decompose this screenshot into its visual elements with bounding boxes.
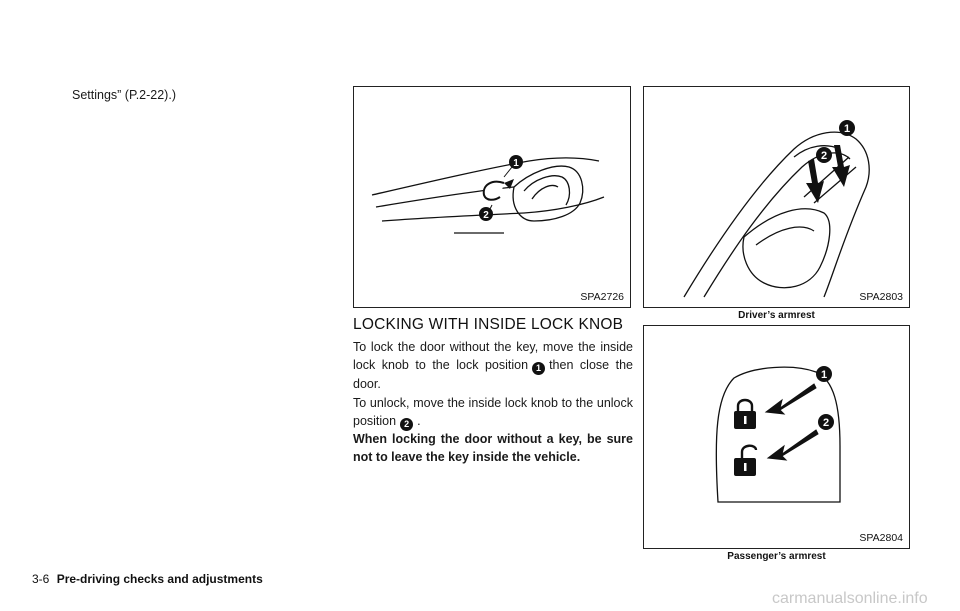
- figure-drivers-armrest: [643, 86, 910, 308]
- paragraph-unlock-text1: To unlock, move the inside lock knob to the unlock position: [353, 396, 633, 428]
- drivers-armrest-illustration: [644, 87, 909, 307]
- chapter-title: Pre-driving checks and adjustments: [56, 572, 263, 586]
- svg-text:1: 1: [843, 123, 851, 135]
- marker-1-icon: 1: [532, 362, 545, 375]
- paragraph-lock: [353, 338, 633, 393]
- watermark-text: carmanualsonline.info: [772, 590, 928, 607]
- warning-text: When locking the door without a key, be sure not to leave the key inside the vehicle.: [353, 432, 633, 464]
- figure-caption: Driver’s armrest: [738, 310, 815, 321]
- figure-caption: Passenger’s armrest: [727, 551, 826, 562]
- svg-text:2: 2: [822, 417, 830, 429]
- paragraph-unlock: [353, 394, 633, 431]
- lock-open-icon: [734, 446, 756, 476]
- section-heading: LOCKING WITH INSIDE LOCK KNOB: [353, 316, 624, 333]
- door-handle-illustration: [354, 87, 630, 307]
- svg-text:2: 2: [483, 210, 489, 221]
- page-number: 3-6: [32, 572, 50, 586]
- paragraph-lock-text2: then close the door.: [353, 358, 633, 391]
- svg-text:1: 1: [513, 158, 519, 169]
- figure-passengers-armrest: [643, 325, 910, 549]
- paragraph-unlock-text2: .: [417, 414, 421, 428]
- svg-text:2: 2: [820, 150, 828, 162]
- figure-code: SPA2803: [859, 291, 903, 303]
- page-footer: [32, 572, 263, 586]
- marker-2-icon: 2: [400, 418, 413, 431]
- lock-closed-icon: [734, 400, 756, 429]
- figure-code: SPA2726: [580, 291, 624, 303]
- figure-inside-lock-knob: [353, 86, 631, 308]
- passengers-armrest-illustration: [644, 326, 909, 548]
- figure-code: SPA2804: [859, 532, 903, 544]
- intro-text: Settings” (P.2-22).): [72, 88, 176, 102]
- paragraph-lock-text1: To lock the door without the key, move the inside lock knob to the lock position: [353, 340, 633, 372]
- svg-text:1: 1: [820, 369, 828, 381]
